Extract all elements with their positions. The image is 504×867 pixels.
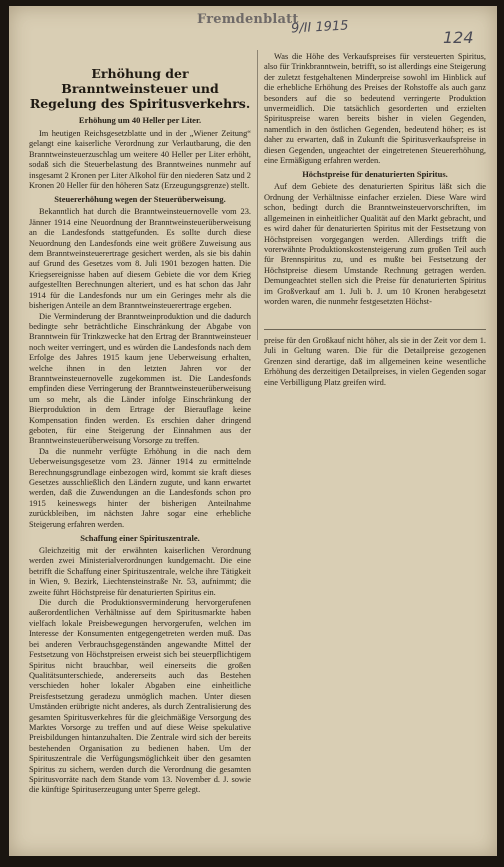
paragraph: Die Verminderung der Branntweinproduktion und die dadurch bedingte sehr beträchtliche Einschränkung der Abgabe von Branntwein für Trinkzwecke hat den Ertrag der Branntweinsteuer noch weiter verringert, und es würden die Landesfonds nach dem Erfolge des Jahres 1915 kaum jene Ueberweisung erhalten, welche ihnen in den letzten Jahren vor der Branntweinsteuernovelle zugekommen ist. Die Landesfonds empfinden diese Verringerung der Branntweinsteuerüberweisung um so mehr, als die Länder infolge Einschränkung der Bierproduktion in dem Ertrage der Bierauflage keine Kompensation finden werden. Es erschien daher dringend geboten, für eine Steigerung der Einnahmen aus der Branntweinsteuerüberweisung Vorsorge zu treffen.: [29, 311, 251, 446]
source-stamp: Fremdenblatt: [197, 12, 299, 27]
paragraph: Gleichzeitig mit der erwähnten kaiserlichen Verordnung werden zwei Ministerialverordnungen kundgemacht. Die eine betrifft die Schaffung einer Spirituszentrale, welche ihre Tätigkeit in Wien, 9. Bezirk, Liechtensteinstraße Nr. 53, aufnimmt; die zweite führt Höchstpreise für denaturierten Spiritus ein.: [29, 546, 251, 597]
paragraph: Was die Höhe des Verkaufspreises für versteuerten Spiritus, also für Trinkbranntwein, betrifft, so ist allerdings eine Steigerung der zuletzt festgehaltenen Minderpreise sowohl im Hinblick auf die erhebliche Erhöhung des Preises der Rohstoffe als auch ganz besonders auf die so bedeutend verringerte Produktion unvermeidlich. Die tatsächlich gesorderten und erzielten Spirituspreise waren bereits bisher in vielen Gegenden, namentlich in den östlichen Gegenden, bedeutend höher; es ist daher zu erwarten, daß in Zukunft die Spiritusverkaufspreise in diesen Gegenden, ungeachtet der eingetretenen Steuererhöhung, eine Ermäßigung erfahren werden.: [264, 52, 486, 166]
section-heading-2: Schaffung einer Spirituszentrale.: [80, 533, 200, 544]
clipping-header: [9, 8, 497, 47]
article-title: [29, 66, 251, 111]
left-column: [29, 66, 251, 852]
newspaper-clipping: [9, 6, 497, 856]
right-column-bottom: [264, 336, 486, 387]
paragraph: Die durch die Produktionsverminderung hervorgerufenen außerordentlichen Verhältnisse auf dem Spiritusmarkte haben vielfach lokale Preisbewegungen hervorgerufen, welchen im Interesse der Konsumenten entgegengetreten werden muß. Das bei anderen Verbrauchsgegenständen angewandte Mittel der Festsetzung von Höchstpreisen erweist sich bei steuerpflichtigem Spiritus nicht brauchbar, weil einerseits die großen Qualitätsunterschiede, andererseits auch das Bestehen verschieden hoher lokaler Abgaben eine einheitliche Preisfestsetzung geradezu unmöglich machen. Unter diesen Umständen erübrigte nicht anderes, als durch Zentralisierung des gesamten Spiritusverkehres für die gleichmäßige Versorgung des Marktes Vorsorge zu treffen und auf diese Weise spekulative Preisbildungen hintanzuhalten. Die Zentrale wird sich der bereits bestehenden Organisation zu bedienen haben. Um der Spirituszentrale die Verfügungsmöglichkeit über den gesamten Spiritus zu sichern, werden durch die Verordnung die gesamten Spiritusvorräte nach dem Stande vom 13. November d. J. sowie die künftige Spirituserzeugung unter Sperre gelegt.: [29, 598, 251, 795]
right-column-cut-line: [264, 329, 486, 330]
column-divider: [257, 50, 258, 340]
section-heading-1: Steuererhöhung wegen der Steuerüberweisung.: [54, 194, 226, 205]
section-heading-3: Höchstpreise für denaturierten Spiritus.: [302, 169, 448, 180]
handwritten-number: 124: [443, 28, 474, 47]
title-line-2: Regelung des Spiritusverkehrs.: [29, 96, 251, 111]
handwritten-date: 9/II 1915: [290, 18, 349, 37]
paragraph: Auf dem Gebiete des denaturierten Spiritus läßt sich die Ordnung der Verhältnisse einfacher erzielen. Diese Ware wird schon, bedingt durch die Branntweinsteuervorschriften, im allgemeinen in einheitlicher Qualität auf den Markt gebracht, und es wird daher für denaturierten Spiritus mit der Festsetzung von Höchstpreisen vorgegangen werden. Allerdings trifft die vorerwähnte Produktionskostensteigerung zum großen Teil auch für Brennspiritus zu, und es mußte bei Festsetzung der Höchstpreise diesem Umstande Rechnung getragen werden. Demungeachtet stellen sich die Preise für denaturierten Spiritus im Großverkauf am 1. Juli b. J. um 10 Kronen herabgesetzt worden waren, die nunmehr festgesetzten Höchst-: [264, 182, 486, 306]
title-line-1: Erhöhung der Branntweinsteuer und: [61, 66, 219, 96]
paragraph: Bekanntlich hat durch die Branntweinsteuernovelle vom 23. Jänner 1914 eine Neuordnung der Branntweinsteuerüberweisung an die Landesfonds stattgefunden. Es sollte durch diese Neuordnung den Landesfonds eine weit größere Zuweisung aus dem Branntweinsteuerertrage gesichert werden, als sie bis dahin auf Grund des Gesetzes vom 8. Juli 1901 bezogen hatten. Die Kriegsereignisse haben auf diesem Gebiete die vor dem Krieg aufgestellten Berechnungen alteriert, und es hat schon das Jahr 1914 für die Landesfonds nur um ein Geringes mehr als die bisherigen Anteile an dem Branntweinsteuerertrage ergeben.: [29, 207, 251, 311]
article-subtitle: Erhöhung um 40 Heller per Liter.: [78, 115, 202, 125]
paragraph: Da die nunmehr verfügte Erhöhung in die nach dem Ueberweisungsgesetze vom 23. Jänner 1914 zu ermittelnde Berechnungsgrundlage einbezogen wird, kommt sie kraft dieses Gesetzes ausschließlich den Ländern zugute, und kann erwartet werden, daß die Zuwendungen an die Landesfonds schon pro 1915 keineswegs hinter der bisherigen Anteilnahme zurückbleiben, im nächsten Jahre sogar eine erhebliche Steigerung erfahren werden.: [29, 446, 251, 529]
paragraph: preise für den Großkauf nicht höher, als sie in der Zeit vor dem 1. Juli in Geltung waren. Die für die Detailpreise gezogenen Grenzen sind derartige, daß im allgemeinen keine wesentliche Erhöhung des derzeitigen Detailpreises, in vielen Gegenden sogar eine Verbilligung Platz greifen wird.: [264, 336, 486, 387]
paragraph: Im heutigen Reichsgesetzblatte und in der „Wiener Zeitung“ gelangt eine kaiserliche Verordnung zur Verlautbarung, die den Branntweinsteuerzuschlag um weitere 40 Heller per Liter erhöht, sodaß sich die Steuerbelastung des Branntweines nunmehr auf insgesamt 2 Kronen per Liter Alkohol für den niederen Satz und 2 Kronen 20 Heller für den höheren Satz (Erzeugungsgrenze) stellt.: [29, 129, 251, 191]
right-column-top: [264, 52, 486, 325]
